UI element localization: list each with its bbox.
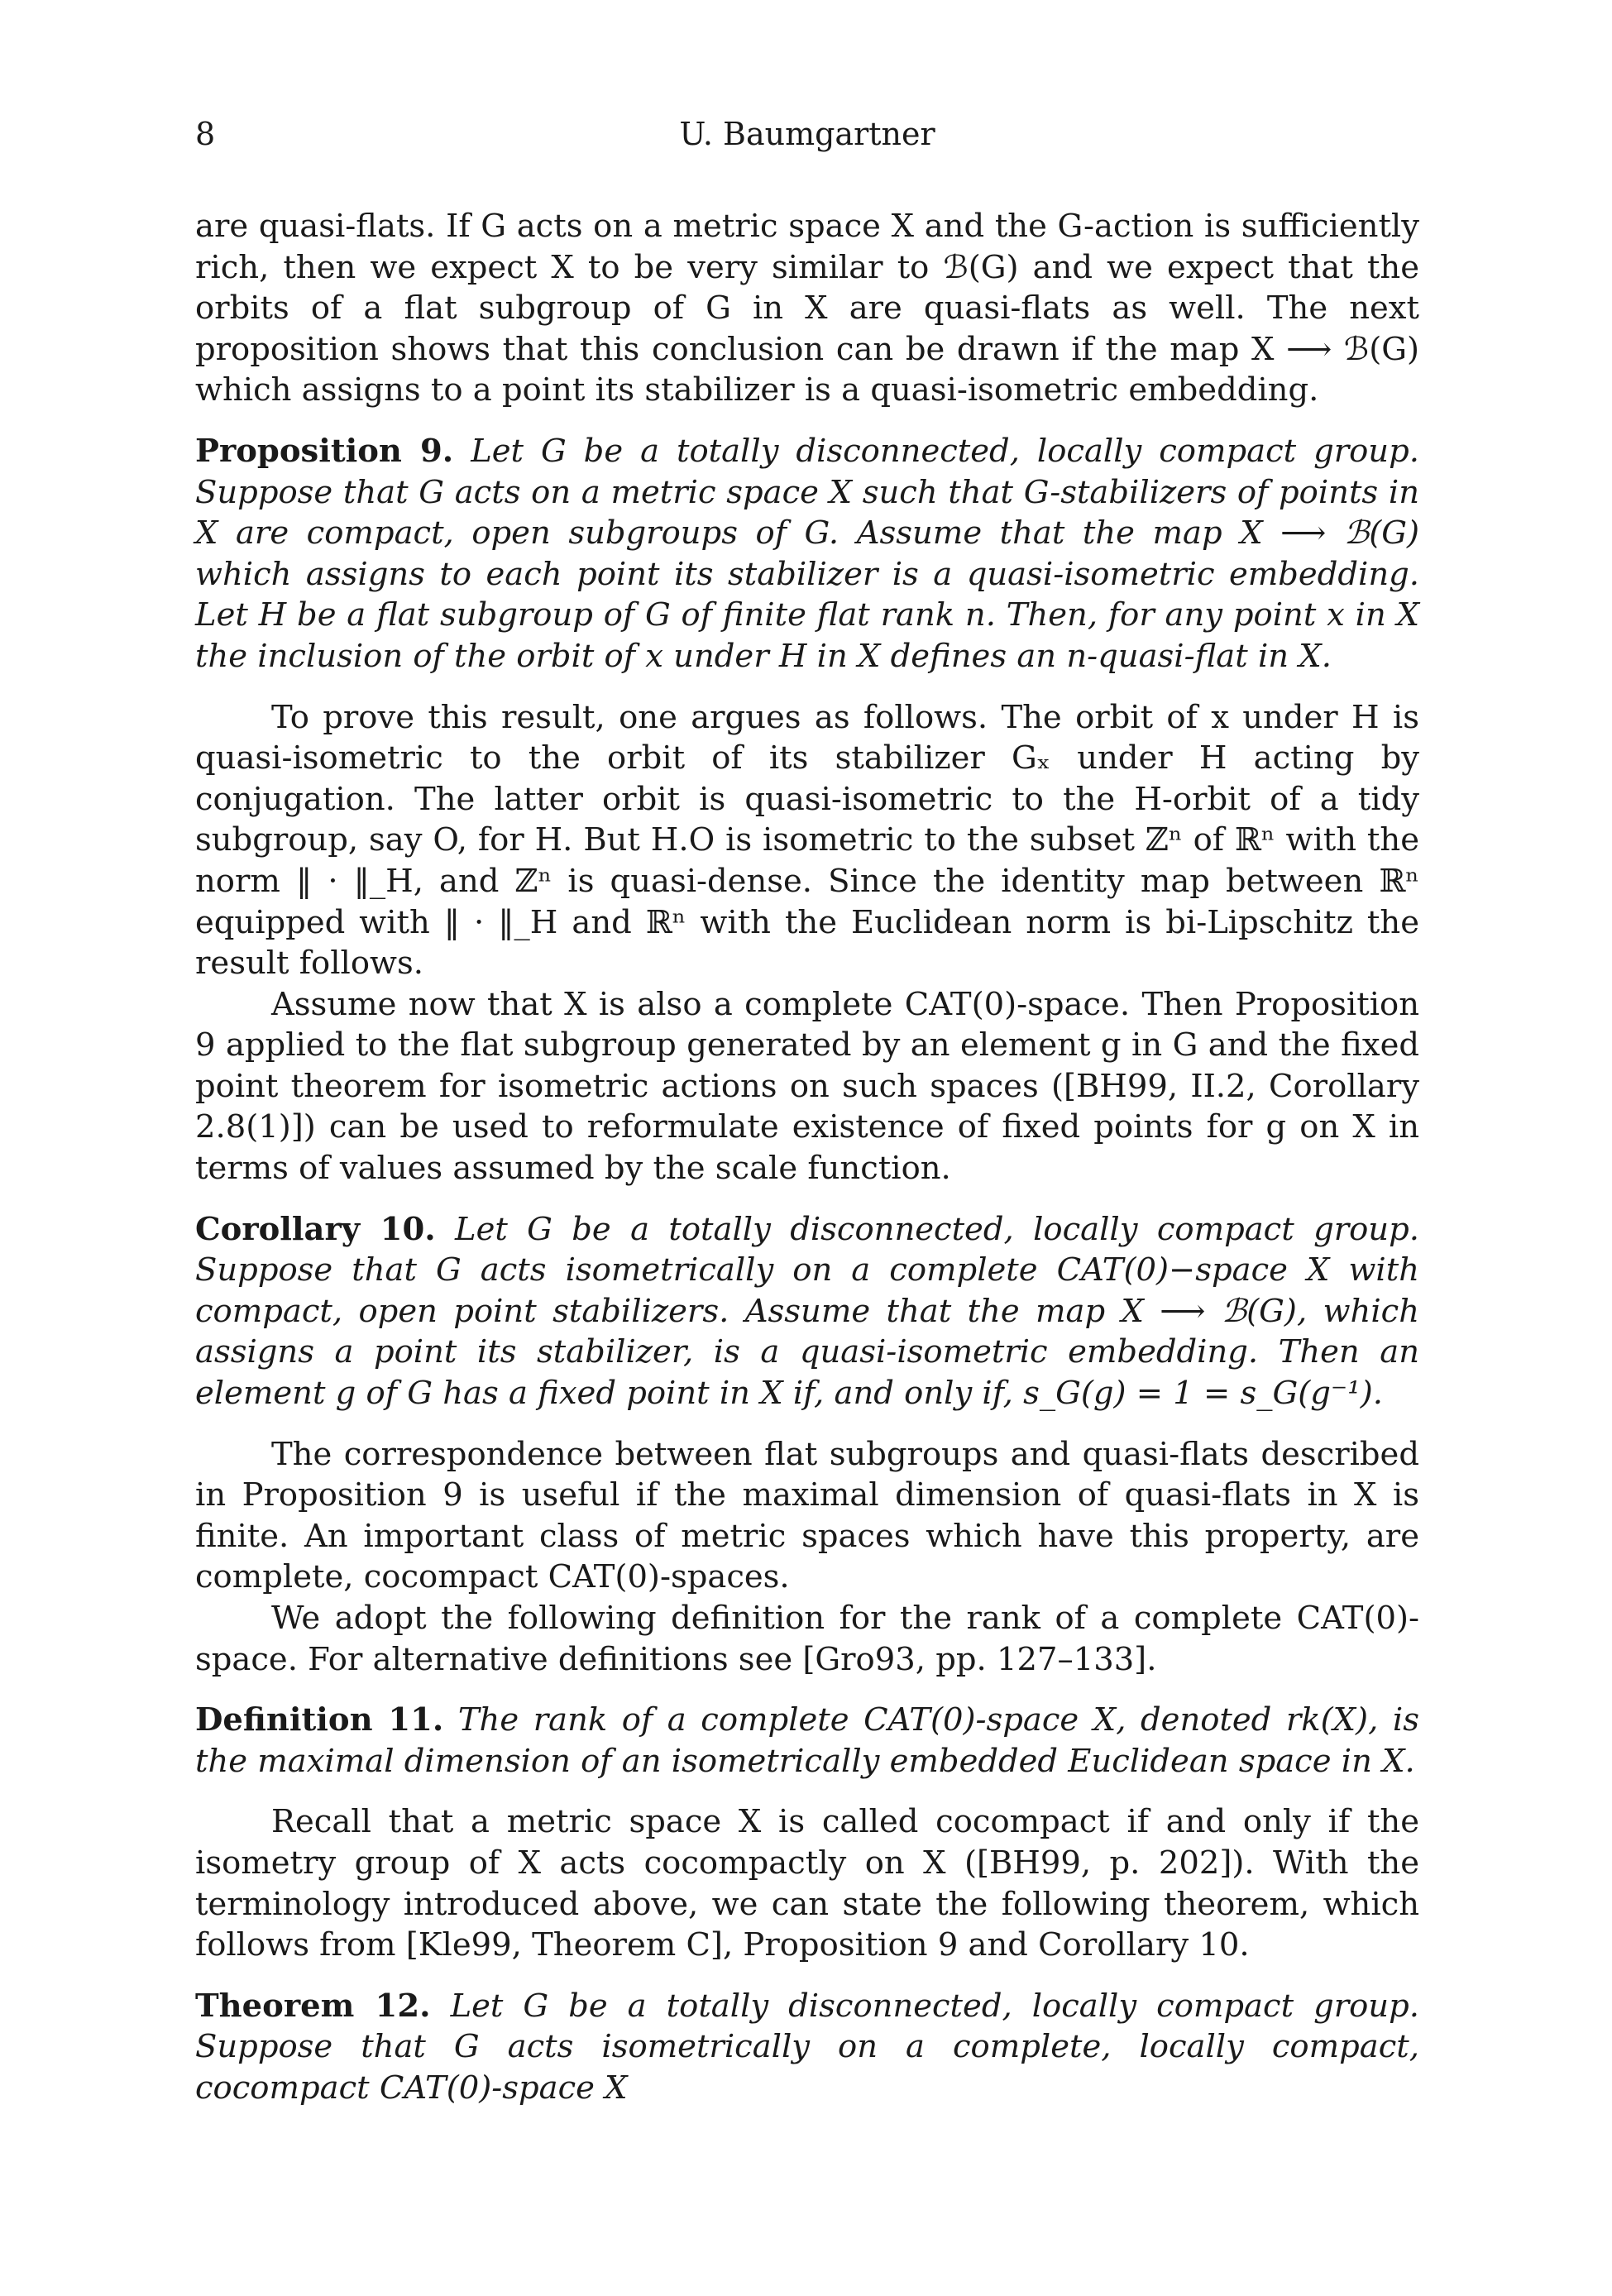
theorem-12-label: Theorem 12. xyxy=(195,1987,431,2025)
definition-11 xyxy=(195,1700,1419,1782)
theorem-12 xyxy=(195,1986,1419,2109)
proposition-9 xyxy=(195,431,1419,677)
paragraph-rank-definition-intro: We adopt the following definition for the rank of a complete CAT(0)-space. For alternative definitions see [Gro93, pp. 127–133]. xyxy=(195,1600,1419,1678)
corollary-10-label: Corollary 10. xyxy=(195,1210,436,1248)
running-head xyxy=(195,109,1419,159)
paragraph-intro: are quasi-flats. If G acts on a metric space X and the G-action is sufficiently rich, then we expect X to be very similar to ℬ(G) and we expect that the orbits of a flat subgroup of G in X are quasi-flats as well. The next proposition shows that this conclusion can be drawn if the map X ⟶ ℬ(G) which assigns to a point its stabilizer is a quasi-isometric embedding. xyxy=(195,208,1419,409)
paragraph-correspondence: The correspondence between flat subgroups and quasi-flats described in Proposition 9 is useful if the maximal dimension of quasi-flats in X is finite. An important class of metric spaces which have this property, are complete, cocompact CAT(0)-spaces. xyxy=(195,1435,1419,1596)
proposition-9-body: Let G be a totally disconnected, locally compact group. Suppose that G acts on a metric space X such that G-stabilizers of points in X are compact, open subgroups of G. Assume that the map X ⟶ ℬ(G) which assigns to each point its stabilizer is a quasi-isometric embedding. Let H be a flat subgroup of G of finite flat rank n. Then, for any point x in X the inclusion of the orbit of x under H in X defines an n-quasi-flat in X. xyxy=(195,432,1419,675)
theorem-12-body: Let G be a totally disconnected, locally compact group. Suppose that G acts isometrically on a complete, locally compact, cocompact CAT(0)-space X xyxy=(195,1987,1419,2107)
page-number: 8 xyxy=(195,116,216,152)
proposition-9-label: Proposition 9. xyxy=(195,432,454,470)
paragraph-proof-sketch: To prove this result, one argues as follows. The orbit of x under H is quasi-isometric to the orbit of its stabilizer Gₓ under H acting by conjugation. The latter orbit is quasi-isometric to the H-orbit of a tidy subgroup, say O, for H. But H.O is isometric to the subset ℤⁿ of ℝⁿ with the norm ‖ · ‖_H, and ℤⁿ is quasi-dense. Since the identity map between ℝⁿ equipped with ‖ · ‖_H and ℝⁿ with the Euclidean norm is bi-Lipschitz the result follows. xyxy=(195,698,1419,983)
paragraph-cocompact: Recall that a metric space X is called cocompact if and only if the isometry group of X acts cocompactly on X ([BH99, p. 202]). With the terminology introduced above, we can state the following theorem, which follows from [Kle99, Theorem C], Proposition 9 and Corollary 10. xyxy=(195,1803,1419,1964)
corollary-10 xyxy=(195,1209,1419,1414)
paragraph-cat0: Assume now that X is also a complete CAT(0)-space. Then Proposition 9 applied to the flat subgroup generated by an element g in G and the fixed point theorem for isometric actions on such spaces ([BH99, II.2, Corollary 2.8(1)]) can be used to reformulate existence of fixed points for g on X in terms of values assumed by the scale function. xyxy=(195,985,1419,1188)
definition-11-label: Definition 11. xyxy=(195,1701,444,1739)
body-text xyxy=(195,206,1419,2109)
definition-11-body: The rank of a complete CAT(0)-space X, denoted rk(X), is the maximal dimension of an isometrically embedded Euclidean space in X. xyxy=(195,1701,1419,1780)
corollary-10-body: Let G be a totally disconnected, locally compact group. Suppose that G acts isometrically on a complete CAT(0)−space X with compact, open point stabilizers. Assume that the map X ⟶ ℬ(G), which assigns a point its stabilizer, is a quasi-isometric embedding. Then an element g of G has a fixed point in X if, and only if, s_G(g) = 1 = s_G(g⁻¹). xyxy=(195,1210,1419,1413)
page xyxy=(195,109,1419,2109)
running-title: U. Baumgartner xyxy=(679,116,935,152)
